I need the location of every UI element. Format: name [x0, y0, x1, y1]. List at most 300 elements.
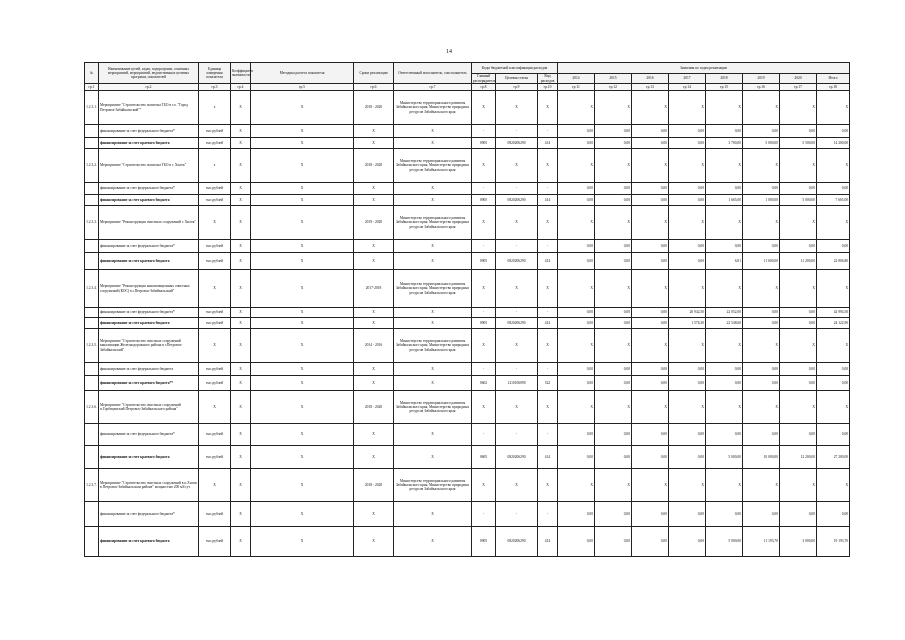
column-number: гр.4: [231, 84, 251, 91]
row-responsible: Министерство территориального развития Забайкальского края; Министерство природных ресурсов Забайкальского края: [394, 149, 472, 183]
row-vr: -: [538, 424, 558, 446]
row-method: Х: [251, 502, 354, 527]
row-value: 0,00: [595, 502, 632, 527]
row-term: 2017-2018: [354, 270, 394, 308]
column-numbers-row: [85, 84, 850, 91]
event-row: [85, 206, 850, 240]
row-term: Х: [354, 446, 394, 469]
row-value: 0,00: [780, 376, 817, 391]
row-value: 1 000,00: [743, 195, 780, 206]
column-number: гр.18: [817, 84, 850, 91]
row-value: Х: [780, 391, 817, 424]
row-responsible: Министерство территориального развития Забайкальского края; Министерство природных ресурсов Забайкальского края: [394, 270, 472, 308]
row-term: 2014 - 2016: [354, 329, 394, 363]
row-value: 3 700,00: [706, 138, 743, 149]
row-value: Х: [817, 329, 850, 363]
financing-row: [85, 376, 850, 391]
row-name: Мероприятие "Строительство очистных сооружений канализации Железнодорожного района в г.Петровск-Забайкальский": [99, 329, 199, 363]
row-value: 0,00: [669, 183, 706, 195]
row-value: 0,00: [595, 376, 632, 391]
row-coefficient: Х: [231, 363, 251, 376]
row-unit: х: [199, 149, 231, 183]
row-number: [85, 253, 99, 270]
row-vr: 414: [538, 138, 558, 149]
row-method: Х: [251, 469, 354, 502]
row-value: 0,00: [817, 376, 850, 391]
row-value: Х: [817, 469, 850, 502]
row-name: финансирование за счет федерального бюджета*: [99, 502, 199, 527]
row-grbs: 0905: [472, 318, 496, 329]
row-value: Х: [669, 329, 706, 363]
row-value: Х: [595, 91, 632, 125]
row-grbs: -: [472, 125, 496, 138]
row-method: Х: [251, 391, 354, 424]
header-method: Методика расчета показателя: [251, 63, 354, 84]
header-name: Наименование целей, задач, подпрограмм, основных мероприятий, мероприятий, ведомственных целевых программ, показателей: [99, 63, 199, 84]
row-number: [85, 183, 99, 195]
row-unit: Х: [199, 329, 231, 363]
row-value: Х: [669, 91, 706, 125]
row-method: Х: [251, 206, 354, 240]
row-unit: тыс.рублей: [199, 308, 231, 318]
row-vr: -: [538, 363, 558, 376]
row-coefficient: Х: [231, 391, 251, 424]
header-total: Итого: [817, 74, 850, 84]
financing-row: [85, 183, 850, 195]
row-value: 24 122,90: [817, 318, 850, 329]
row-value: 0,00: [780, 125, 817, 138]
row-vr: Х: [538, 149, 558, 183]
row-coefficient: Х: [231, 253, 251, 270]
row-name: Мероприятие "Строительство очистных сооружений п.Горбиценский Петровск-Забайкальского района": [99, 391, 199, 424]
row-value: Х: [743, 149, 780, 183]
row-value: 0,00: [595, 138, 632, 149]
row-value: 22 548,60: [706, 318, 743, 329]
header-year: 2014: [558, 74, 595, 84]
row-value: 1 665,00: [706, 195, 743, 206]
row-value: 12 200,00: [780, 446, 817, 469]
row-coefficient: Х: [231, 308, 251, 318]
row-coefficient: Х: [231, 206, 251, 240]
row-number: [85, 363, 99, 376]
row-csr: 0820206290: [496, 446, 538, 469]
row-value: 0,00: [558, 308, 595, 318]
row-csr: -: [496, 502, 538, 527]
row-term: Х: [354, 376, 394, 391]
row-grbs: Х: [472, 149, 496, 183]
row-number: 1.2.3.3.: [85, 206, 99, 240]
row-value: 0,00: [780, 363, 817, 376]
row-unit: тыс.рублей: [199, 125, 231, 138]
row-unit: тыс.рублей: [199, 138, 231, 149]
row-method: Х: [251, 125, 354, 138]
row-csr: -: [496, 240, 538, 253]
header-coef: Коэффициент значимости: [231, 63, 251, 84]
row-vr: Х: [538, 206, 558, 240]
row-term: 2018 - 2020: [354, 469, 394, 502]
row-value: 0,00: [595, 240, 632, 253]
row-term: 2019 - 2020: [354, 206, 394, 240]
header-no: №: [85, 63, 99, 84]
financing-row: [85, 363, 850, 376]
row-vr: Х: [538, 329, 558, 363]
row-value: 0,00: [780, 183, 817, 195]
row-vr: 414: [538, 318, 558, 329]
row-method: Х: [251, 138, 354, 149]
row-coefficient: Х: [231, 527, 251, 557]
row-value: Х: [669, 206, 706, 240]
row-grbs: 0605: [472, 446, 496, 469]
row-number: 1.2.3.7.: [85, 469, 99, 502]
row-value: 0,00: [595, 424, 632, 446]
row-value: Х: [558, 329, 595, 363]
row-responsible: Х: [394, 138, 472, 149]
row-value: 0,00: [558, 424, 595, 446]
row-value: 1 576,30: [669, 318, 706, 329]
row-value: 0,00: [669, 363, 706, 376]
header-year: 2018: [706, 74, 743, 84]
row-csr: 0820206290: [496, 318, 538, 329]
column-number: гр.11: [558, 84, 595, 91]
row-value: Х: [780, 469, 817, 502]
row-method: Х: [251, 149, 354, 183]
financing-row: [85, 240, 850, 253]
row-value: Х: [632, 91, 669, 125]
row-value: Х: [595, 391, 632, 424]
row-coefficient: Х: [231, 376, 251, 391]
row-name: финансирование за счет краевого бюджета: [99, 527, 199, 557]
row-coefficient: Х: [231, 183, 251, 195]
row-grbs: -: [472, 240, 496, 253]
row-responsible: Х: [394, 502, 472, 527]
event-row: [85, 91, 850, 125]
row-unit: х: [199, 91, 231, 125]
row-name: финансирование за счет краевого бюджета: [99, 253, 199, 270]
row-value: Х: [743, 469, 780, 502]
row-responsible: Х: [394, 240, 472, 253]
row-number: [85, 240, 99, 253]
row-term: Х: [354, 138, 394, 149]
row-grbs: -: [472, 363, 496, 376]
row-number: [85, 318, 99, 329]
row-value: 22 806,80: [817, 253, 850, 270]
event-row: [85, 329, 850, 363]
financing-row: [85, 138, 850, 149]
row-value: 0,00: [595, 446, 632, 469]
row-number: 1.2.3.2.: [85, 149, 99, 183]
row-value: 0,00: [743, 424, 780, 446]
row-value: 0,00: [743, 502, 780, 527]
row-grbs: 0905: [472, 253, 496, 270]
row-vr: 522: [538, 376, 558, 391]
row-vr: -: [538, 308, 558, 318]
row-vr: Х: [538, 391, 558, 424]
row-value: 0,00: [706, 502, 743, 527]
row-unit: тыс.рублей: [199, 318, 231, 329]
row-value: 27 200,00: [817, 446, 850, 469]
row-value: Х: [632, 206, 669, 240]
row-coefficient: Х: [231, 424, 251, 446]
header-unit: Единица измерения показателя: [199, 63, 231, 84]
row-grbs: Х: [472, 391, 496, 424]
row-number: [85, 446, 99, 469]
row-name: Мероприятие "Строительство полигона ТБО в г. Хилок": [99, 149, 199, 183]
row-csr: -: [496, 424, 538, 446]
row-csr: Х: [496, 149, 538, 183]
column-number: гр.2: [99, 84, 199, 91]
row-vr: -: [538, 502, 558, 527]
header-grbs: Главный распорядитель: [473, 74, 496, 83]
row-vr: 414: [538, 253, 558, 270]
row-value: 6,81: [706, 253, 743, 270]
row-responsible: Министерство территориального развития Забайкальского края; Министерство природных ресурсов Забайкальского края: [394, 206, 472, 240]
row-csr: 0820206290: [496, 138, 538, 149]
row-value: 0,00: [780, 502, 817, 527]
row-grbs: Х: [472, 206, 496, 240]
row-value: Х: [669, 270, 706, 308]
row-value: 0,00: [632, 527, 669, 557]
row-value: Х: [706, 329, 743, 363]
row-method: Х: [251, 363, 354, 376]
row-value: Х: [632, 469, 669, 502]
row-number: [85, 195, 99, 206]
column-number: гр.6: [354, 84, 394, 91]
row-value: Х: [780, 329, 817, 363]
event-row: [85, 391, 850, 424]
event-row: [85, 270, 850, 308]
row-value: 0,00: [558, 195, 595, 206]
row-value: 0,00: [558, 318, 595, 329]
row-csr: -: [496, 363, 538, 376]
row-value: 0,00: [743, 363, 780, 376]
row-value: 0,00: [558, 376, 595, 391]
row-coefficient: Х: [231, 502, 251, 527]
column-number: гр.12: [595, 84, 632, 91]
financing-row: [85, 195, 850, 206]
row-grbs: Х: [472, 469, 496, 502]
row-value: Х: [743, 206, 780, 240]
row-value: Х: [669, 469, 706, 502]
row-value: 11 600,00: [743, 253, 780, 270]
row-value: Х: [595, 270, 632, 308]
row-value: 0,00: [632, 138, 669, 149]
row-value: 0,00: [706, 376, 743, 391]
row-vr: -: [538, 240, 558, 253]
row-value: 0,00: [558, 253, 595, 270]
row-responsible: Х: [394, 424, 472, 446]
row-grbs: -: [472, 308, 496, 318]
row-vr: Х: [538, 469, 558, 502]
row-value: 0,00: [632, 253, 669, 270]
row-value: 0,00: [817, 125, 850, 138]
row-value: 0,00: [743, 125, 780, 138]
row-term: Х: [354, 195, 394, 206]
row-name: финансирование за счет краевого бюджета: [99, 195, 199, 206]
row-value: 0,00: [632, 183, 669, 195]
row-value: Х: [817, 391, 850, 424]
row-value: 0,00: [595, 125, 632, 138]
row-value: Х: [558, 270, 595, 308]
row-name: финансирование за счет федерального бюджета: [99, 363, 199, 376]
row-unit: Х: [199, 469, 231, 502]
row-value: 0,00: [669, 446, 706, 469]
row-value: Х: [558, 469, 595, 502]
row-value: Х: [595, 206, 632, 240]
row-grbs: Х: [472, 91, 496, 125]
row-value: Х: [780, 149, 817, 183]
row-responsible: Х: [394, 527, 472, 557]
row-value: 0,00: [595, 527, 632, 557]
row-responsible: Х: [394, 308, 472, 318]
row-term: 2018 - 2020: [354, 391, 394, 424]
row-term: Х: [354, 527, 394, 557]
event-row: [85, 469, 850, 502]
row-value: 0,00: [595, 363, 632, 376]
row-value: Х: [706, 391, 743, 424]
row-coefficient: Х: [231, 138, 251, 149]
header-year: 2015: [595, 74, 632, 84]
row-grbs: 0905: [472, 138, 496, 149]
row-value: Х: [817, 270, 850, 308]
row-responsible: Х: [394, 253, 472, 270]
row-value: 0,00: [706, 240, 743, 253]
row-value: 0,00: [706, 183, 743, 195]
column-number: гр.5: [251, 84, 354, 91]
row-value: 0,00: [706, 363, 743, 376]
row-grbs: 0905: [472, 195, 496, 206]
row-vr: 414: [538, 446, 558, 469]
row-responsible: Х: [394, 125, 472, 138]
row-method: Х: [251, 318, 354, 329]
row-grbs: Х: [472, 329, 496, 363]
row-value: Х: [706, 469, 743, 502]
row-responsible: Х: [394, 183, 472, 195]
row-value: Х: [780, 270, 817, 308]
row-value: 0,00: [817, 183, 850, 195]
financing-row: [85, 446, 850, 469]
row-value: Х: [780, 91, 817, 125]
row-unit: тыс.рублей: [199, 446, 231, 469]
row-responsible: Х: [394, 376, 472, 391]
row-value: 0,00: [669, 138, 706, 149]
row-value: 10 000,00: [743, 446, 780, 469]
row-vr: -: [538, 183, 558, 195]
row-value: 0,00: [558, 138, 595, 149]
row-coefficient: Х: [231, 195, 251, 206]
column-number: гр.3: [199, 84, 231, 91]
row-value: 0,00: [743, 183, 780, 195]
row-name: финансирование за счет краевого бюджета**: [99, 376, 199, 391]
row-unit: тыс.рублей: [199, 424, 231, 446]
row-name: финансирование за счет федерального бюджета*: [99, 424, 199, 446]
row-value: 0,00: [595, 253, 632, 270]
row-method: Х: [251, 91, 354, 125]
row-value: Х: [706, 270, 743, 308]
row-value: 0,00: [780, 240, 817, 253]
row-value: Х: [558, 149, 595, 183]
row-value: 0,00: [669, 376, 706, 391]
row-method: Х: [251, 527, 354, 557]
row-value: 0,00: [780, 308, 817, 318]
row-value: Х: [669, 391, 706, 424]
row-grbs: Х: [472, 270, 496, 308]
financing-row: [85, 527, 850, 557]
row-method: Х: [251, 183, 354, 195]
row-value: 0,00: [558, 240, 595, 253]
row-vr: Х: [538, 91, 558, 125]
row-value: Х: [632, 149, 669, 183]
row-unit: тыс.рублей: [199, 195, 231, 206]
row-value: 5 000,00: [706, 446, 743, 469]
row-term: Х: [354, 363, 394, 376]
row-value: 0,00: [632, 308, 669, 318]
row-value: Х: [632, 270, 669, 308]
row-csr: 0820206290: [496, 253, 538, 270]
row-value: 5 500,00: [780, 138, 817, 149]
row-value: 19 193,70: [817, 527, 850, 557]
financing-row: [85, 308, 850, 318]
row-method: Х: [251, 240, 354, 253]
header-year: 2016: [632, 74, 669, 84]
row-responsible: Министерство территориального развития Забайкальского края; Министерство природных ресурсов Забайкальского края: [394, 329, 472, 363]
row-term: 2018 - 2020: [354, 91, 394, 125]
row-unit: тыс.рублей: [199, 527, 231, 557]
row-csr: Х: [496, 270, 538, 308]
row-value: 0,00: [632, 363, 669, 376]
row-number: 1.2.3.5.: [85, 329, 99, 363]
header-values-by-year: Значения по годам реализации: [558, 63, 850, 74]
page-number: 14: [446, 49, 452, 55]
row-unit: тыс.рублей: [199, 376, 231, 391]
row-csr: 0820206290: [496, 527, 538, 557]
row-number: [85, 527, 99, 557]
row-value: 0,00: [595, 195, 632, 206]
row-value: 0,00: [595, 308, 632, 318]
row-value: 11 200,00: [780, 253, 817, 270]
row-value: Х: [743, 329, 780, 363]
column-number: гр.8: [472, 84, 496, 91]
row-responsible: Министерство территориального развития Забайкальского края; Министерство природных ресурсов Забайкальского края: [394, 469, 472, 502]
row-value: 0,00: [669, 502, 706, 527]
row-value: 0,00: [706, 424, 743, 446]
row-value: 0,00: [743, 376, 780, 391]
row-value: Х: [743, 91, 780, 125]
row-value: Х: [558, 391, 595, 424]
row-value: 0,00: [632, 446, 669, 469]
financing-row: [85, 318, 850, 329]
row-method: Х: [251, 376, 354, 391]
row-value: Х: [706, 91, 743, 125]
financing-row: [85, 253, 850, 270]
row-vr: -: [538, 125, 558, 138]
row-value: Х: [817, 91, 850, 125]
row-value: 0,00: [669, 527, 706, 557]
column-number: гр.16: [743, 84, 780, 91]
row-grbs: -: [472, 502, 496, 527]
header-budget-codes: Коды бюджетной классификации расходов: [472, 63, 558, 74]
row-unit: Х: [199, 270, 231, 308]
row-value: Х: [669, 149, 706, 183]
row-value: 0,00: [558, 502, 595, 527]
row-name: Мероприятие "Строительство полигона ТБО в г.о. "Город Петровск-Забайкальский"": [99, 91, 199, 125]
row-coefficient: Х: [231, 270, 251, 308]
row-value: 5 000,00: [743, 138, 780, 149]
row-coefficient: Х: [231, 125, 251, 138]
row-value: 0,00: [558, 363, 595, 376]
row-term: 2018 - 2020: [354, 149, 394, 183]
row-value: 0,00: [669, 424, 706, 446]
row-coefficient: Х: [231, 149, 251, 183]
